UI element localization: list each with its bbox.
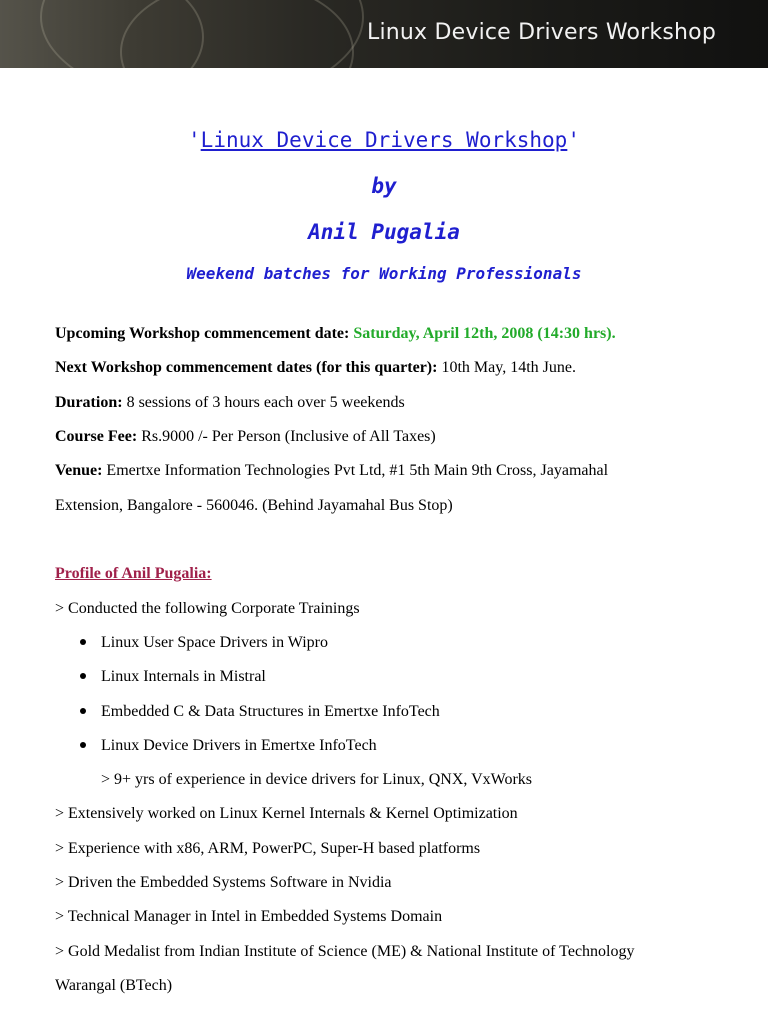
training-item-text: Linux Internals in Mistral [101,668,266,685]
venue-line [55,462,608,480]
training-item-text: Linux Device Drivers in Emertxe InfoTech [101,737,377,754]
profile-point: > Experience with x86, ARM, PowerPC, Super-H based platforms [55,840,481,857]
trainer-name: Anil Pugalia [308,220,460,244]
trainings-intro: > Conducted the following Corporate Trainings [55,600,360,617]
bullet-icon [80,708,86,714]
header-banner [0,0,768,68]
course-fee-label: Course Fee: [55,428,138,445]
training-item [80,737,377,755]
upcoming-date-label: Upcoming Workshop commencement date: [55,325,350,342]
training-item [80,634,328,652]
banner-decoration [120,0,354,68]
next-dates-value: 10th May, 14th June. [441,359,576,376]
workshop-title-link[interactable]: Linux Device Drivers Workshop [200,128,568,152]
training-item-text: Linux User Space Drivers in Wipro [101,634,329,651]
venue-line-continued: Extension, Bangalore - 560046. (Behind Jayamahal Bus Stop) [55,497,453,514]
duration-value: 8 sessions of 3 hours each over 5 weekends [126,394,405,411]
bullet-icon [80,673,86,679]
bullet-icon [80,639,86,645]
upcoming-date-value: Saturday, April 12th, 2008 (14:30 hrs). [353,325,616,342]
profile-heading: Profile of Anil Pugalia: [55,565,212,582]
profile-point: > Driven the Embedded Systems Software in Nvidia [55,874,392,891]
profile-point: > Extensively worked on Linux Kernel Internals & Kernel Optimization [55,805,518,822]
venue-value: Emertxe Information Technologies Pvt Ltd, #1 5th Main 9th Cross, Jayamahal [106,462,609,479]
duration-line [55,394,405,412]
subtitle: Weekend batches for Working Professionals [186,264,582,283]
profile-point: > Gold Medalist from Indian Institute of Science (ME) & National Institute of Technology [55,943,635,960]
banner-title: Linux Device Drivers Workshop [367,20,716,45]
quote-close: ' [567,128,580,152]
course-fee-value: Rs.9000 /- Per Person (Inclusive of All Taxes) [141,428,436,445]
venue-label: Venue: [55,462,103,479]
training-item [80,668,266,686]
next-dates-label: Next Workshop commencement dates (for this quarter): [55,359,438,376]
course-fee-line [55,428,436,446]
workshop-title [0,128,768,152]
profile-point: > Technical Manager in Intel in Embedded Systems Domain [55,908,443,925]
training-item-text: Embedded C & Data Structures in Emertxe InfoTech [101,703,440,720]
upcoming-date-line [55,325,616,343]
next-dates-line [55,359,576,377]
training-item [80,703,440,721]
quote-open: ' [188,128,201,152]
duration-label: Duration: [55,394,123,411]
profile-point-continued: Warangal (BTech) [55,977,173,994]
by-text: by [371,174,397,198]
experience-line: > 9+ yrs of experience in device drivers for Linux, QNX, VxWorks [101,771,533,788]
bullet-icon [80,742,86,748]
